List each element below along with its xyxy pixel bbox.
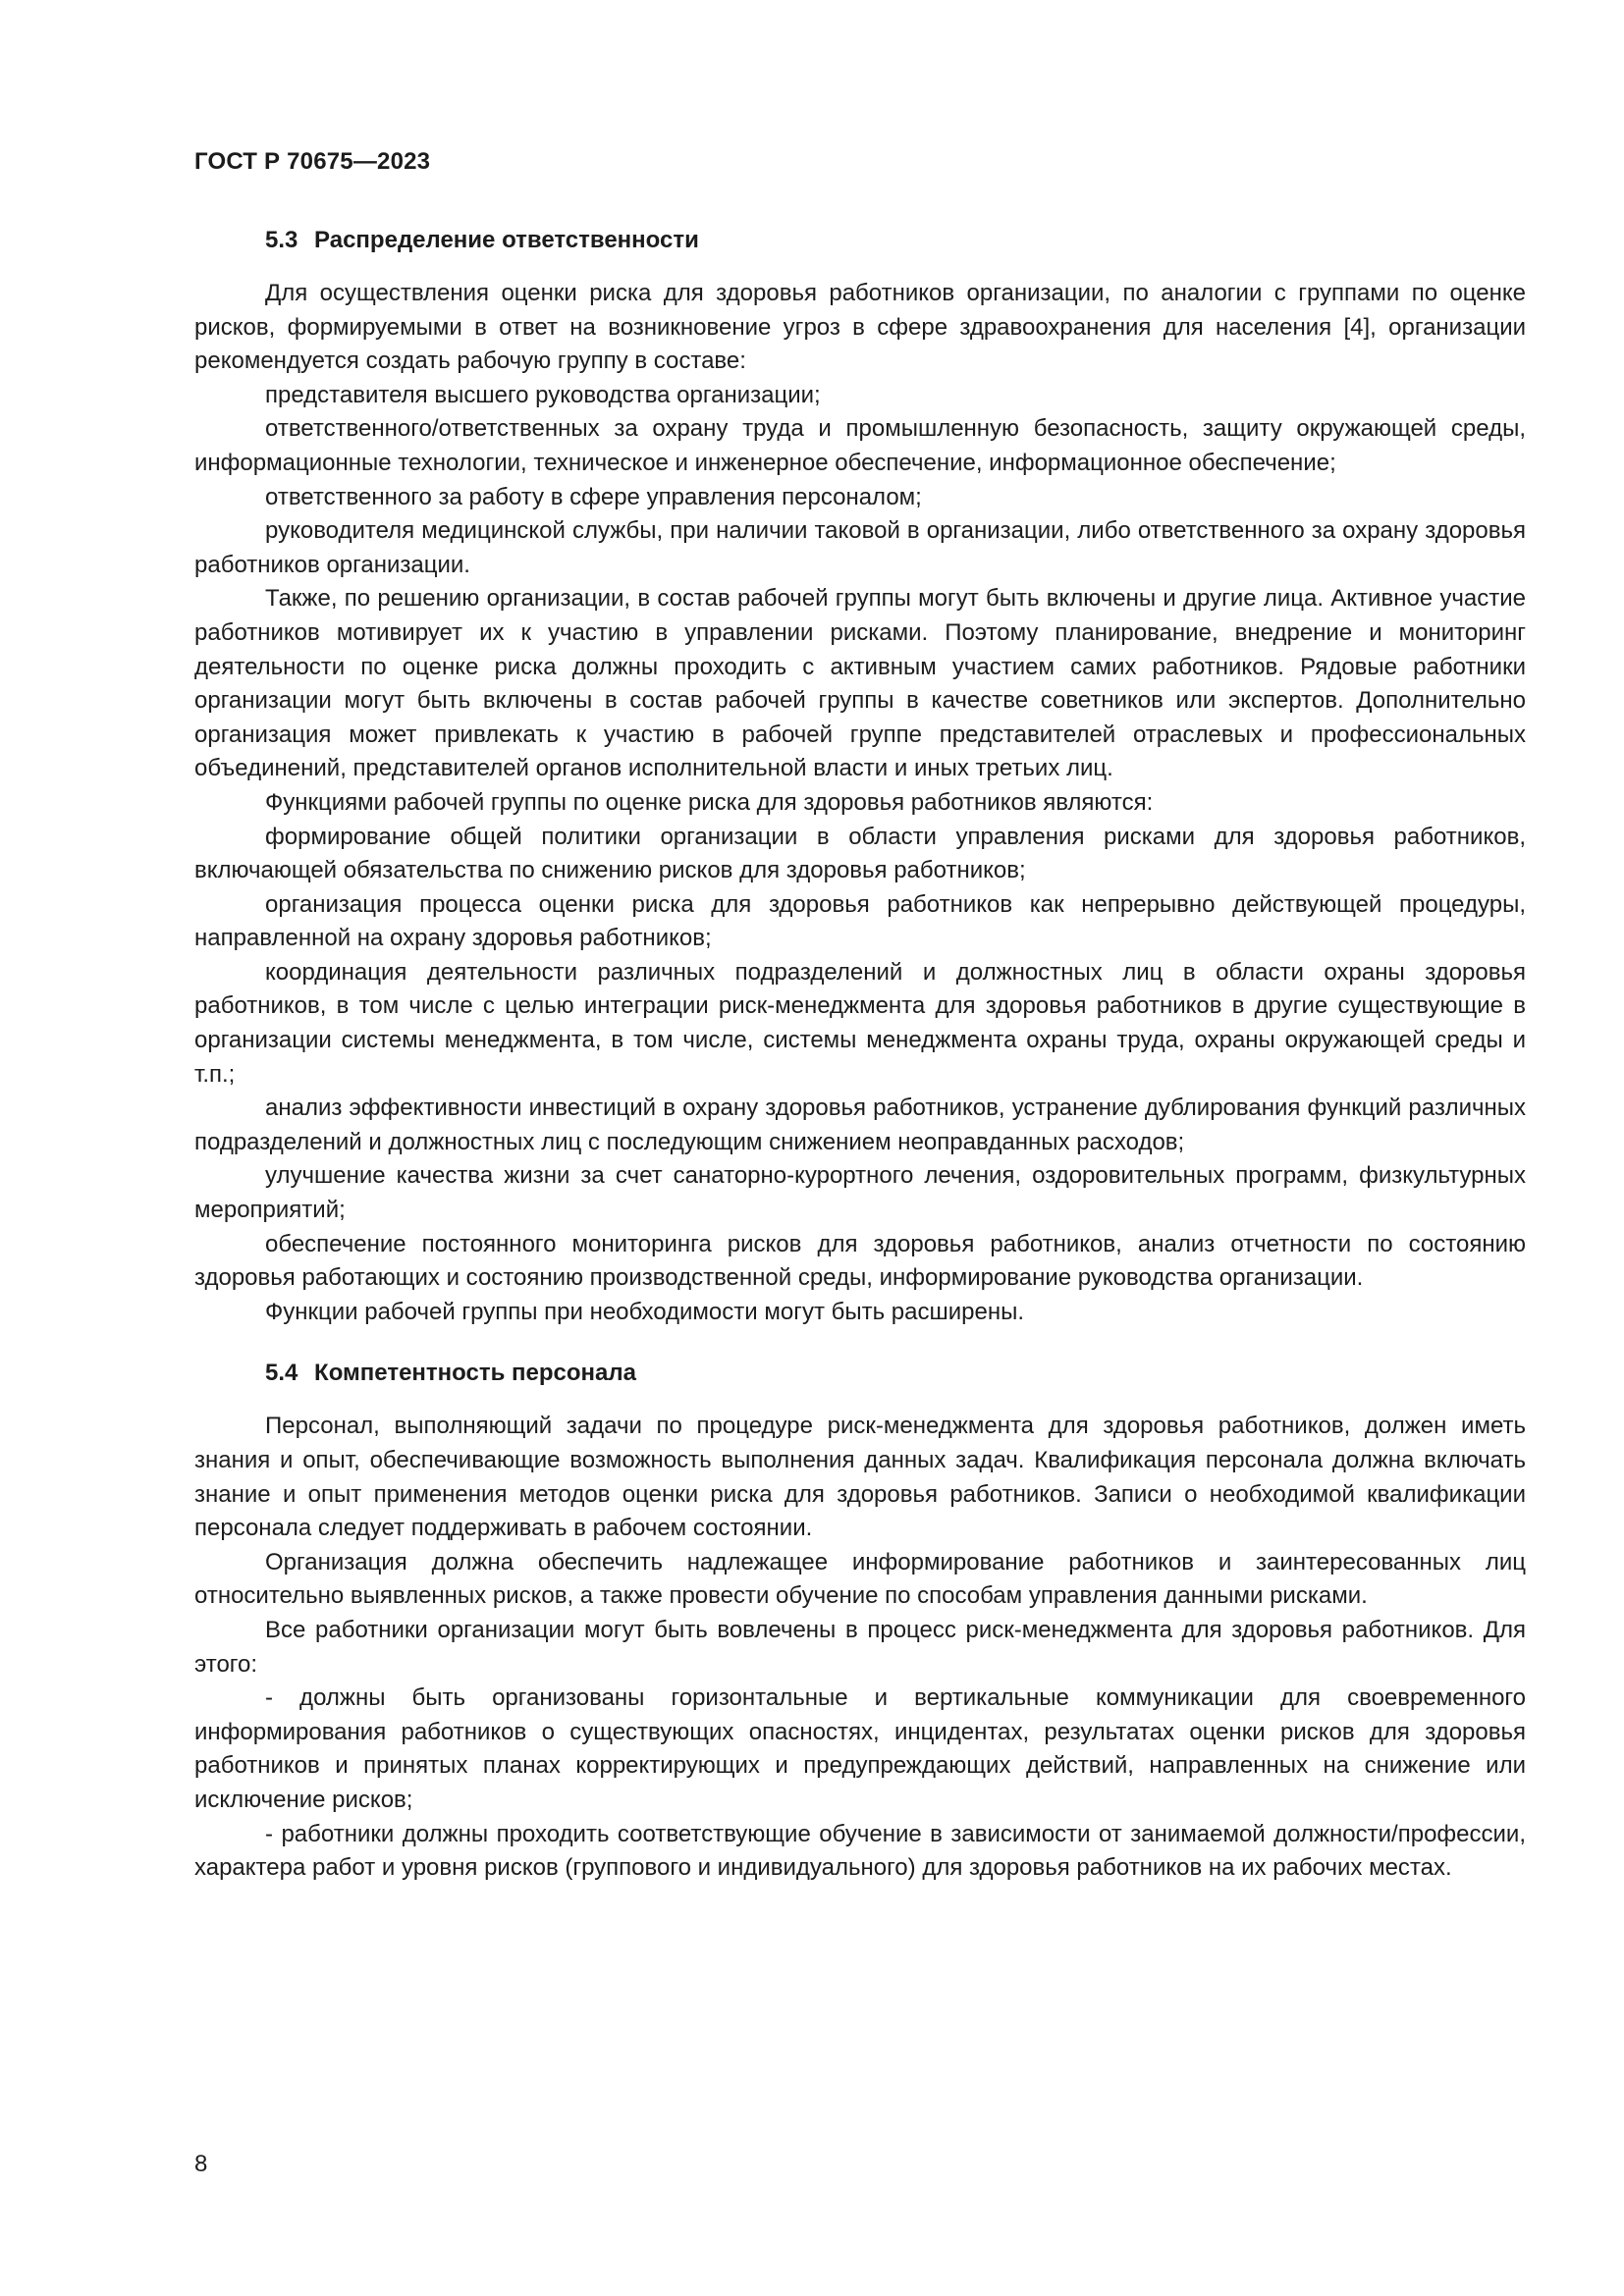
paragraph: Функциями рабочей группы по оценке риска для здоровья работников являются:: [265, 788, 1154, 816]
paragraph: Персонал, выполняющий задачи по процедуре риск-менеджмента для здоровья работников, должен иметь знания и опыт, обеспечивающие возможность выполнения данных задач. Квалификация персонала должна включать знание и опыт применения методов оценки риска для здоровья работников. Записи о необходимой квалификации персонала следует поддерживать в рабочем состоянии.: [194, 1413, 1526, 1542]
page-number: 8: [194, 2151, 208, 2177]
section-5-3: [194, 226, 1526, 1329]
section-title: Распределение ответственности: [314, 227, 699, 253]
paragraph: Также, по решению организации, в состав рабочей группы могут быть включены и другие лица. Активное участие работников мотивирует их к участию в управлении рисками. Поэтому планирование, внедрение и мониторинг деятельности по оценке риска должны проходить с активным участием самих работников. Рядовые работники организации могут быть включены в состав рабочей группы в качестве советников или экспертов. Дополнительно организация может привлекать к участию в рабочей группе представителей отраслевых и профессиональных объединений, представителей органов исполнительной власти и иных третьих лиц.: [194, 585, 1526, 782]
section-5-4: [194, 1359, 1526, 1885]
section-heading: [265, 1359, 1526, 1388]
paragraph: Организация должна обеспечить надлежащее информирование работников и заинтересованных лиц относительно выявленных рисков, а также провести обучение по способам управления данными рисками.: [194, 1548, 1526, 1610]
list-item: координация деятельности различных подразделений и должностных лиц в области охраны здоровья работников, в том числе с целью интеграции риск-менеджмента для здоровья работников в другие существующие в организации системы менеджмента, в том числе, системы менеджмента охраны труда, охраны окружающей среды и т.п.;: [194, 958, 1526, 1088]
section-title: Компетентность персонала: [314, 1360, 636, 1387]
list-item: улучшение качества жизни за счет санаторно-курортного лечения, оздоровительных программ, физкультурных мероприятий;: [194, 1162, 1526, 1224]
list-item: ответственного/ответственных за охрану труда и промышленную безопасность, защиту окружающей среды, информационные технологии, техническое и инженерное обеспечение, информационное обеспечение;: [194, 415, 1526, 476]
document-page: [194, 147, 1526, 1886]
list-item: руководителя медицинской службы, при наличии таковой в организации, либо ответственного за охрану здоровья работников организации.: [194, 517, 1526, 578]
paragraph: Все работники организации могут быть вовлечены в процесс риск-менеджмента для здоровья работников. Для этого:: [194, 1616, 1526, 1678]
section-number: 5.4: [265, 1360, 298, 1387]
list-item: представителя высшего руководства организации;: [265, 381, 821, 408]
paragraph: Для осуществления оценки риска для здоровья работников организации, по аналогии с группами по оценке рисков, формируемыми в ответ на возникновение угроз в сфере здравоохранения для населения [4], организации рекомендуется создать рабочую группу в составе:: [194, 280, 1526, 375]
list-item: - должны быть организованы горизонтальные и вертикальные коммуникации для своевременного информирования работников о существующих опасностях, инцидентах, результатах оценки рисков для здоровья работников и принятых планах корректирующих и предупреждающих действий, направленных на снижение или исключение рисков;: [194, 1684, 1526, 1813]
section-heading: [265, 226, 1526, 255]
paragraph: Функции рабочей группы при необходимости могут быть расширены.: [265, 1298, 1024, 1325]
list-item: обеспечение постоянного мониторинга рисков для здоровья работников, анализ отчетности по состоянию здоровья работающих и состоянию производственной среды, информирование руководства организации.: [194, 1230, 1526, 1292]
document-code-header: ГОСТ Р 70675—2023: [194, 148, 431, 175]
section-number: 5.3: [265, 227, 298, 253]
list-item: - работники должны проходить соответствующие обучение в зависимости от занимаемой должности/профессии, характера работ и уровня рисков (группового и индивидуального) для здоровья работников на их рабочих местах.: [194, 1820, 1526, 1882]
list-item: организация процесса оценки риска для здоровья работников как непрерывно действующей процедуры, направленной на охрану здоровья работников;: [194, 890, 1526, 952]
list-item: анализ эффективности инвестиций в охрану здоровья работников, устранение дублирования функций различных подразделений и должностных лиц с последующим снижением неоправданных расходов;: [194, 1095, 1526, 1155]
list-item: формирование общей политики организации в области управления рисками для здоровья работников, включающей обязательства по снижению рисков для здоровья работников;: [194, 823, 1526, 884]
list-item: ответственного за работу в сфере управления персоналом;: [265, 483, 922, 510]
